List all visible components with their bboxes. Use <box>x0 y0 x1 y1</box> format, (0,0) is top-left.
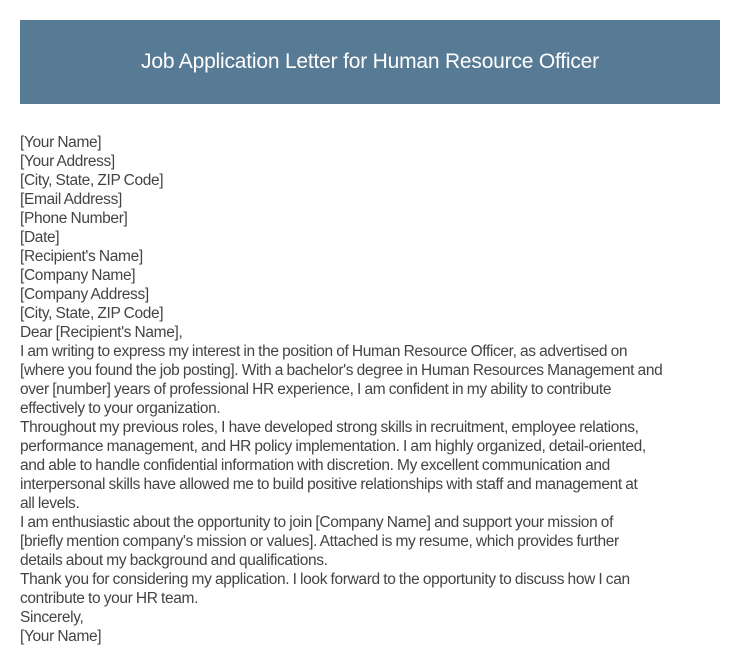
paragraph-line: [where you found the job posting]. With a bachelor's degree in Human Resources Management and <box>20 362 663 379</box>
paragraph-line: [briefly mention company's mission or values]. Attached is my resume, which provides further <box>20 533 619 550</box>
salutation: Dear [Recipient's Name], <box>20 324 183 341</box>
recipient-company-address: [Company Address] <box>20 286 149 303</box>
paragraph-line: I am enthusiastic about the opportunity to join [Company Name] and support your mission of <box>20 514 614 531</box>
paragraph-line: interpersonal skills have allowed me to build positive relationships with staff and management at <box>20 476 638 493</box>
letter-body <box>20 133 725 646</box>
paragraph-intro <box>20 342 725 418</box>
sender-city-state-zip: [City, State, ZIP Code] <box>20 172 164 189</box>
signature: [Your Name] <box>20 628 102 645</box>
title-banner <box>20 20 720 104</box>
paragraph-line: Throughout my previous roles, I have developed strong skills in recruitment, employee relations, <box>20 419 639 436</box>
paragraph-enthusiasm <box>20 513 725 570</box>
recipient-name: [Recipient's Name] <box>20 248 143 265</box>
paragraph-line: performance management, and HR policy implementation. I am highly organized, detail-oriented, <box>20 438 646 455</box>
sender-phone: [Phone Number] <box>20 210 128 227</box>
paragraph-line: all levels. <box>20 495 80 512</box>
letter-date: [Date] <box>20 229 60 246</box>
paragraph-line: Thank you for considering my application. I look forward to the opportunity to discuss how I can <box>20 571 630 588</box>
paragraph-line: over [number] years of professional HR experience, I am confident in my ability to contribute <box>20 381 612 398</box>
page-title: Job Application Letter for Human Resource Officer <box>141 50 599 73</box>
paragraph-line: I am writing to express my interest in the position of Human Resource Officer, as advertised on <box>20 343 628 360</box>
paragraph-line: contribute to your HR team. <box>20 590 199 607</box>
recipient-city-state-zip: [City, State, ZIP Code] <box>20 305 164 322</box>
paragraph-skills <box>20 418 725 513</box>
paragraph-line: details about my background and qualifications. <box>20 552 328 569</box>
recipient-company: [Company Name] <box>20 267 136 284</box>
sender-email: [Email Address] <box>20 191 122 208</box>
sender-address: [Your Address] <box>20 153 115 170</box>
paragraph-thanks <box>20 570 725 608</box>
paragraph-line: effectively to your organization. <box>20 400 221 417</box>
closing: Sincerely, <box>20 609 84 626</box>
paragraph-line: and able to handle confidential information with discretion. My excellent communication and <box>20 457 610 474</box>
sender-name: [Your Name] <box>20 134 102 151</box>
